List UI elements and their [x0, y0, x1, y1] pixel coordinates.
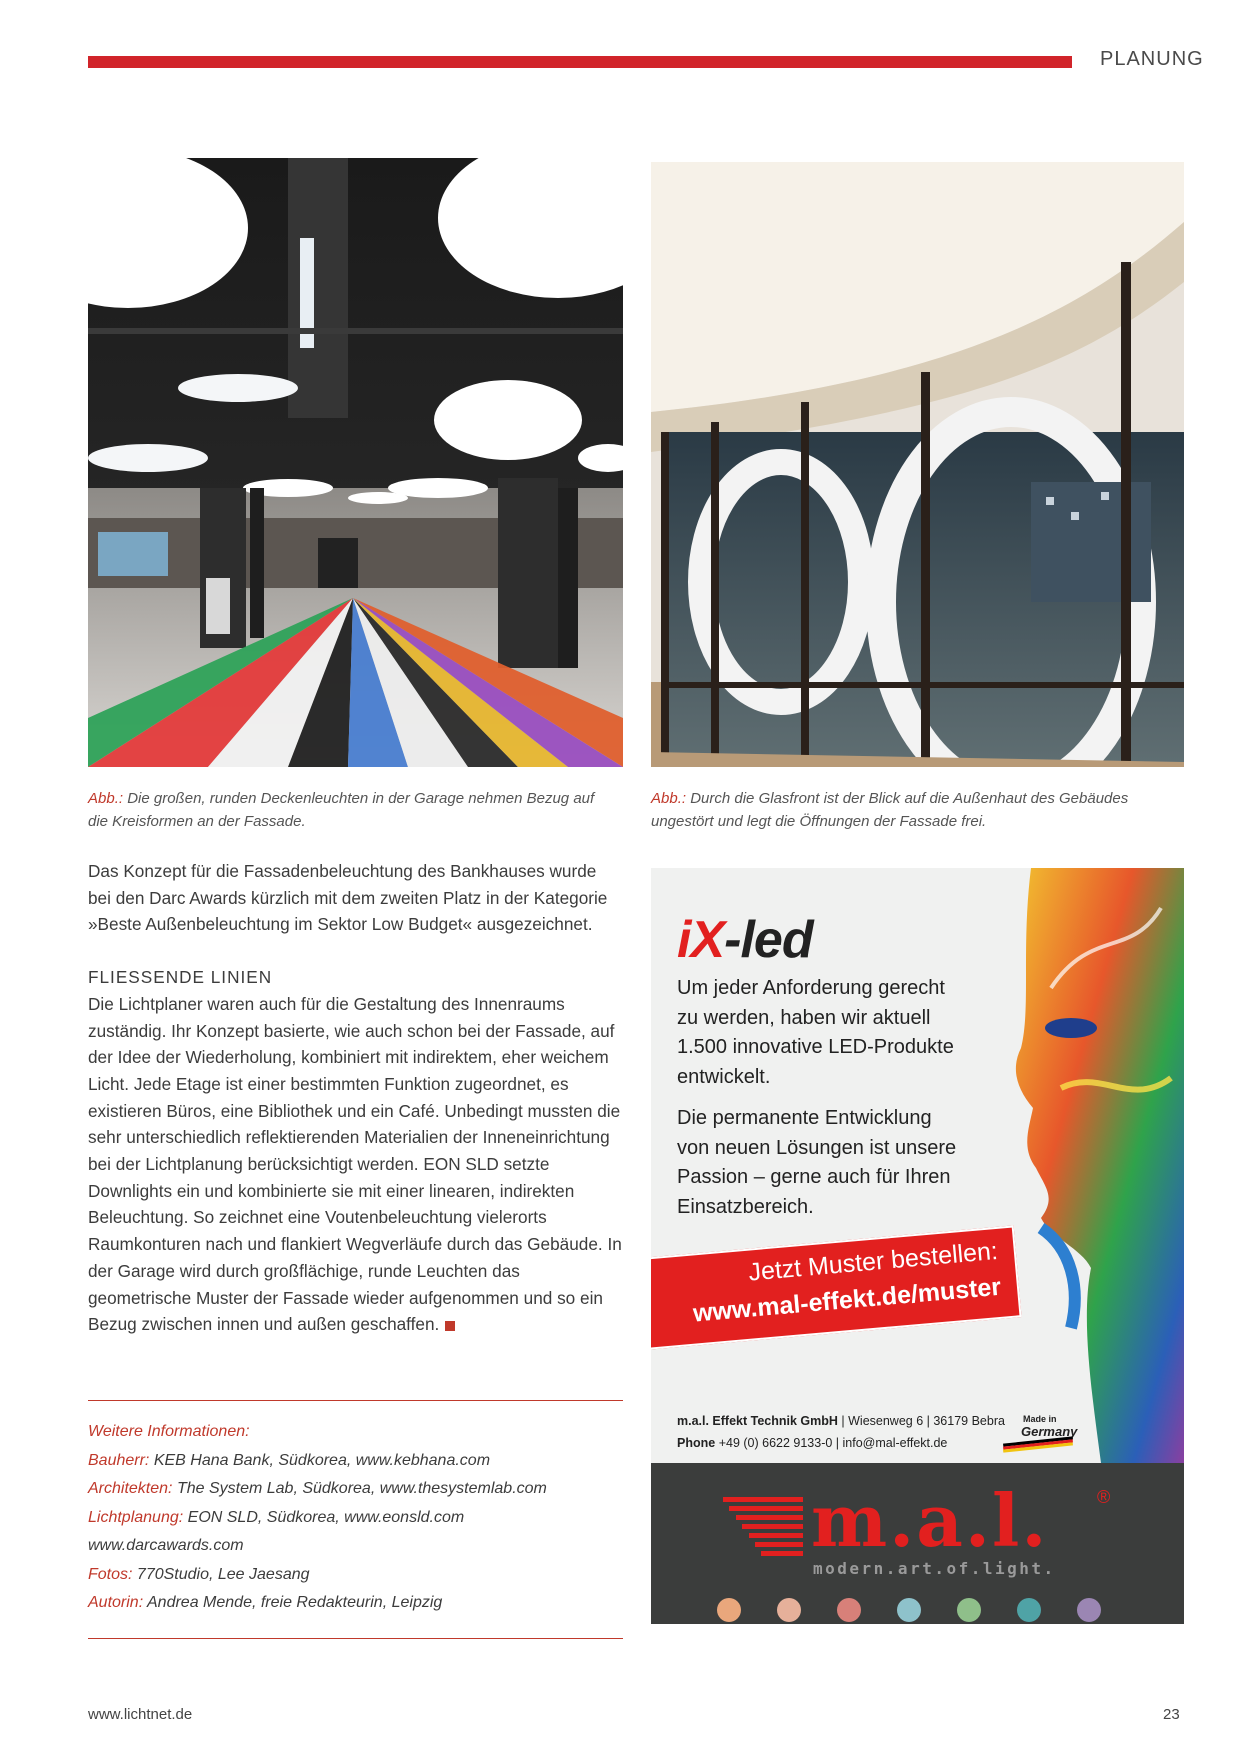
photo-glass-front	[651, 162, 1184, 767]
garage-illustration	[88, 158, 623, 767]
color-dot	[957, 1598, 981, 1622]
phone-and-email[interactable]: +49 (0) 6622 9133-0 | info@mal-effekt.de	[718, 1436, 948, 1450]
info-row: Lichtplanung: EON SLD, Südkorea, www.eonsld.com	[88, 1508, 465, 1526]
end-mark	[445, 1321, 455, 1331]
photo-garage	[88, 158, 623, 767]
speed-lines-icon	[723, 1497, 803, 1567]
footer-url[interactable]: www.lichtnet.de	[88, 1706, 193, 1723]
cta-line-2[interactable]: www.mal-effekt.de/muster	[691, 1272, 1003, 1328]
phone-label: Phone	[677, 1436, 716, 1450]
logo-led: -led	[724, 911, 813, 969]
contact-block	[677, 1410, 1005, 1454]
color-dot	[777, 1598, 801, 1622]
color-dot	[717, 1598, 741, 1622]
info-box	[88, 1418, 623, 1618]
info-row: Autorin: Andrea Mende, freie Redakteurin, Leipzig	[88, 1594, 443, 1611]
cta-banner[interactable]	[651, 1225, 1022, 1349]
article-text: Die Lichtplaner waren auch für die Gestaltung des Innenraums zuständig. Ihr Konzept basierte, wie auch schon bei der Fassade, auf der Idee der Wiederholung, kombiniert mit indirektem, eher weichem Licht. Jede Etage ist einer bestimmten Funktion zugeordnet, es existieren Büros, eine Bibliothek und ein Café. Unbedingt mussten die sehr unterschiedlich reflektierenden Materialien der Inneneinrichtung bei der Lichtplanung berücksichtigt werden. EON SLD setzte Downlights ein und kombinierte sie mit einer linearen, indirekten Beleuchtung. So zeichnet eine Voutenbeleuchtung vielerorts Raumkonturen nach und flankiert Wegverläufe durch das Gebäude. In der Garage wird durch großflächige, runde Leuchten das geometrische Muster der Fassade wieder aufgenommen und so ein Bezug zwischen innen und außen geschaffen.	[88, 993, 622, 1335]
info-row: www.darcawards.com	[88, 1537, 244, 1554]
color-dot	[837, 1598, 861, 1622]
caption-text: Die großen, runden Deckenleuchten in der Garage nehmen Bezug auf die Kreisformen an der Fassade.	[88, 790, 595, 830]
header-red-bar	[88, 56, 1072, 68]
section-label: PLANUNG	[1100, 48, 1204, 70]
article-intro: Das Konzept für die Fassadenbeleuchtung des Bankhauses wurde bei den Darc Awards kürzlich mit dem zweiten Platz in der Kategorie »Beste Außenbeleuchtung im Sektor Low Budget« ausgezeichnet.	[88, 861, 608, 935]
cta-line-1: Jetzt Muster bestellen:	[747, 1236, 999, 1287]
advertisement[interactable]	[651, 868, 1184, 1624]
caption-label: Abb.:	[651, 790, 687, 807]
glass-front-illustration	[651, 162, 1184, 767]
ad-text-2: Die permanente Entwicklung von neuen Lösungen ist unsere Passion – gerne auch für Ihren Einsatzbereich.	[677, 1107, 957, 1218]
info-rule-top	[88, 1400, 623, 1401]
caption-glass-front	[651, 787, 1151, 833]
ix-led-logo	[677, 910, 813, 970]
caption-text: Durch die Glasfront ist der Blick auf die Außenhaut des Gebäudes ungestört und legt die Öffnungen der Fassade frei.	[651, 790, 1129, 830]
article-body	[88, 858, 623, 1338]
info-title: Weitere Informationen:	[88, 1423, 250, 1440]
company-address: | Wiesenweg 6 | 36179 Bebra	[841, 1414, 1005, 1428]
made-in-germany-badge: Made in Germany	[1003, 1414, 1079, 1448]
info-row: Architekten: The System Lab, Südkorea, www.thesystemlab.com	[88, 1480, 547, 1497]
color-dot	[1017, 1598, 1041, 1622]
caption-label: Abb.:	[88, 790, 124, 807]
info-rule-bottom	[88, 1638, 623, 1639]
color-dot	[897, 1598, 921, 1622]
page-number: 23	[1163, 1706, 1180, 1723]
mal-tagline: modern.art.of.light.	[813, 1559, 1056, 1578]
info-row: Fotos: 770Studio, Lee Jaesang	[88, 1565, 310, 1583]
ad-text-1: Um jeder Anforderung gerecht zu werden, haben wir aktuell 1.500 innovative LED-Produkte entwickelt.	[677, 977, 954, 1088]
article-heading: FLIESSENDE LINIEN	[88, 967, 273, 988]
color-dot-row	[651, 1598, 1184, 1624]
color-dot	[1077, 1598, 1101, 1622]
registered-mark: ®	[1097, 1487, 1111, 1507]
company-name: m.a.l. Effekt Technik GmbH	[677, 1414, 838, 1428]
caption-garage	[88, 787, 608, 833]
mal-logo: m.a.l.	[811, 1478, 1049, 1563]
info-row: Bauherr: KEB Hana Bank, Südkorea, www.kebhana.com	[88, 1451, 491, 1469]
logo-ix: iX	[677, 911, 725, 969]
face-illustration	[1011, 868, 1184, 1463]
